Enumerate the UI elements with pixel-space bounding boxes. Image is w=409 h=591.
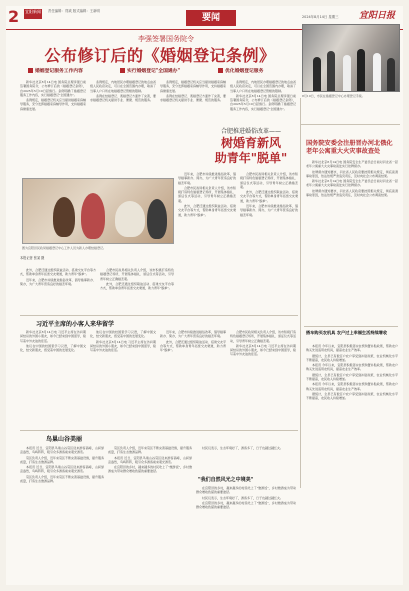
feature-col-3: 此外，合肥还通过组织联谊活动、搭建交友平台等方式，帮助单身青年拓宽交友渠道，助力青年"脱单"。 近年来，合肥市持续推进婚俗改革，倡导婚事新办、简办，为广大青年营造良好的婚恋环境。 — [20, 268, 96, 286]
feature-col-4: 合肥市民政局相关负责人介绍，该市积极打造特色婚姻登记场所，开展集体婚礼、颁证仪式等活动，引导青年树立正确婚恋观。 此外，合肥还通过组织联谊活动、搭建交友平台等方式，帮助单身青年拓宽交友渠道，助力青年"脱单"。 — [100, 268, 174, 291]
subhead-3: 优化婚姻登记服务 — [218, 67, 263, 74]
divider — [304, 326, 398, 327]
feature-kicker: 合肥推进婚俗改革—— — [220, 128, 281, 135]
top-right-photo-caption: 8月10日，市民在婚姻登记中心办理登记手续。 — [302, 94, 365, 98]
figure-silhouette — [343, 55, 351, 91]
mid-left-col-2: 他们在中国的校园里学习汉语，了解中国文化，结交新朋友，感受着中国的发展变化。 新华社北京8月14日电 习近平主席在访问期间结识的外国小朋友，如今已经来到中国留学，续写着中外友谊的佳话。 — [90, 330, 156, 353]
square-bullet-icon — [28, 68, 33, 73]
bottom-center-body: 在宜阳县的乡村，越来越多的村民吃上了"旅游饭"，乡村旅游成为带动群众增收致富的重要途径。 村民们表示，生态环境好了，游客多了，日子也越过越红火。 在宜阳县的乡村，越来越多的村民吃上了"旅游饭"，乡村旅游成为带动群众增收致富的重要途径。 — [196, 486, 296, 510]
square-bullet-icon — [120, 68, 125, 73]
person-silhouette — [147, 199, 167, 239]
right-story-body: 新华社北京8月14日电 国务院安全生产委员会日前对河北省一起老年公寓重大火灾事故查处实行挂牌督办。 挂牌督办通知要求，河北省人民政府要按照相关规定，彻底查清事故原因，依法依规严肃追究责任，及时向社会公布调查结果。 新华社北京8月14日电 国务院安全生产委员会日前对河北省一起老年公寓重大火灾事故查处实行挂牌督办。 挂牌督办通知要求，河北省人民政府要按照相关规定，彻底查清事故原因，依法依规严肃追究责任，及时向社会公布调查结果。 — [306, 160, 398, 198]
top-story-col-2: 条例规定，内地居民办理婚姻登记的地点由省级人民政府决定，可以在全国范围内办理，取消了当事人户口所在地婚姻登记管辖的限制。 条例在结婚登记、离婚登记方面作了完善，要求婚姻登记机关提供专业、便捷、规范的服务。 — [90, 80, 156, 103]
figure-silhouette — [357, 49, 365, 91]
feature-headline-line1: 树婚育新风 — [220, 136, 281, 150]
edit-line: 责任编辑：郑欢 版式编辑：王新明 — [48, 9, 100, 13]
figure-silhouette — [313, 57, 321, 91]
section-tag: 要闻 — [186, 10, 236, 26]
page-badge: 宜阳新闻 — [24, 9, 42, 19]
mid-left-col-1: 新华社北京8月14日电 习近平主席在访问期间结识的外国小朋友，如今已经来到中国留学，续写着中外友谊的佳话。 他们在中国的校园里学习汉语，了解中国文化，结交新朋友，感受着中国的发展变化。 — [20, 330, 86, 353]
bottom-center-top: 村民们表示，生态环境好了，游客多了，日子也越过越红火。 — [202, 446, 284, 450]
right-story-headline: 国务院安委会注册晋办河北俄化老年公寓重大火灾事故查处 — [306, 140, 393, 155]
brand-logo: 宜阳日报 — [359, 11, 396, 21]
feature-headline-line2: 助青年"脱单" — [214, 151, 288, 165]
feature-col-2: 合肥市民政局相关负责人介绍，该市积极打造特色婚姻登记场所，开展集体婚礼、颁证仪式等活动，引导青年树立正确婚恋观。 此外，合肥还通过组织联谊活动、搭建交友平台等方式，帮助单身青年拓宽交友渠道，助力青年"脱单"。 近年来，合肥市持续推进婚俗改革，倡导婚事新办、简办，为广大青年营造良好的婚恋环境。 — [240, 172, 298, 217]
top-story-subheads — [28, 67, 298, 76]
page-number: 2 — [8, 7, 20, 26]
top-story-kicker: 李强签署国务院令 — [138, 35, 194, 43]
date-line: 2024年8月14日 星期三 — [302, 15, 339, 19]
person-silhouette — [53, 197, 75, 237]
divider — [20, 430, 298, 431]
bottom-left-col-2: 景区负责人介绍，近年来景区不断完善基础设施，提升服务质量，打造生态旅游品牌。 本报讯 近日，宜阳县鸟巢山谷景区迎来游客高峰，山间绿意盎然，鸟鸣阵阵，吸引众多游客前来观光游览。 在宜阳县的乡村，越来越多的村民吃上了"旅游饭"，乡村旅游成为带动群众增收致富的重要途径。 — [108, 446, 192, 474]
column-divider — [300, 98, 301, 488]
top-story-col-3: 条例规定，婚姻登记机关应当提供婚姻家庭辅导服务，充分发挥婚姻家庭辅导作用，支持婚姻家庭健康发展。 条例在结婚登记、离婚登记方面作了完善，要求婚姻登记机关提供专业、便捷、规范的服务。 — [160, 80, 226, 103]
figure-silhouette — [387, 58, 395, 91]
author-line: 本报记者 张某 摄 — [20, 256, 45, 260]
mid-left-headline: 习近平主席的小客人来华留学 — [36, 321, 115, 328]
top-story-col-4: 条例规定，内地居民办理婚姻登记的地点由省级人民政府决定，可以在全国范围内办理，取消了当事人户口所在地婚姻登记管辖的限制。 新华社北京8月14日电 国务院总理李强日前签署国务院令，公布修订后的《婚姻登记条例》，自2025年5月10日起施行。条例明确了婚姻登记服务工作内容，实行婚姻登记"全国通办"。 — [230, 80, 296, 111]
mid-left-col-3: 近年来，合肥市持续推进婚俗改革，倡导婚事新办、简办，为广大青年营造良好的婚恋环境。 此外，合肥还通过组织联谊活动、搭建交友平台等方式，帮助单身青年拓宽交友渠道，助力青年"脱单"。 — [160, 330, 226, 353]
bottom-right-headline: 搭车购买农机具 农户过上幸福生活持续增收 — [306, 330, 388, 335]
divider — [20, 315, 298, 316]
mid-left-col-4: 合肥市民政局相关负责人介绍，该市积极打造特色婚姻登记场所，开展集体婚礼、颁证仪式等活动，引导青年树立正确婚恋观。 新华社北京8月14日电 习近平主席在访问期间结识的外国小朋友，如今已经来到中国留学，续写着中外友谊的佳话。 — [230, 330, 296, 357]
top-story-headline: 公布修订后的《婚姻登记条例》 — [44, 46, 276, 65]
subhead-1: 婚姻登记服务工作内容 — [28, 67, 83, 74]
bottom-left-col-1: 本报讯 近日，宜阳县鸟巢山谷景区迎来游客高峰，山间绿意盎然，鸟鸣阵阵，吸引众多游客前来观光游览。 景区负责人介绍，近年来景区不断完善基础设施，提升服务质量，打造生态旅游品牌。 本报讯 近日，宜阳县鸟巢山谷景区迎来游客高峰，山间绿意盎然，鸟鸣阵阵，吸引众多游客前来观光游览。 景区负责人介绍，近年来景区不断完善基础设施，提升服务质量，打造生态旅游品牌。 — [20, 446, 104, 484]
newspaper-page — [6, 6, 403, 585]
feature-col-1: 近年来，合肥市持续推进婚俗改革，倡导婚事新办、简办，为广大青年营造良好的婚恋环境。 合肥市民政局相关负责人介绍，该市积极打造特色婚姻登记场所，开展集体婚礼、颁证仪式等活动，引导青年树立正确婚恋观。 此外，合肥还通过组织联谊活动、搭建交友平台等方式，帮助单身青年拓宽交友渠道，助力青年"脱单"。 — [178, 172, 236, 217]
square-bullet-icon — [218, 68, 223, 73]
main-photo — [22, 178, 174, 244]
person-silhouette — [115, 201, 145, 237]
subhead-2: 实行婚姻登记"全国通办" — [120, 67, 180, 74]
divider — [300, 124, 400, 125]
bottom-left-headline: 鸟巢山谷美丽 — [46, 436, 83, 443]
top-right-photo — [302, 24, 400, 92]
main-photo-caption: 图为宜阳县民政局婚姻登记中心工作人员为新人办理结婚登记。 — [22, 246, 107, 250]
person-silhouette — [81, 193, 105, 239]
bottom-right-body: 本报讯 今年以来，宜阳县积极落实农机购置补贴政策，帮助农户购买先进适用农机具，提高农业生产效率。 据统计，全县已有数百户农户享受到补贴政策，农业机械化水平不断提高，农民收入持续增加。 本报讯 今年以来，宜阳县积极落实农机购置补贴政策，帮助农户购买先进适用农机具，提高农业生产效率。 据统计，全县已有数百户农户享受到补贴政策，农业机械化水平不断提高，农民收入持续增加。 本报讯 今年以来，宜阳县积极落实农机购置补贴政策，帮助农户购买先进适用农机具，提高农业生产效率。 据统计，全县已有数百户农户享受到补贴政策，农业机械化水平不断提高，农民收入持续增加。 — [306, 344, 398, 401]
top-story-col-1: 新华社北京8月14日电 国务院总理李强日前签署国务院令，公布修订后的《婚姻登记条例》，自2025年5月10日起施行。条例明确了婚姻登记服务工作内容，实行婚姻登记"全国通办"。 条例规定，婚姻登记机关应当提供婚姻家庭辅导服务，充分发挥婚姻家庭辅导作用，支持婚姻家庭健康发展。 — [20, 80, 86, 111]
bottom-center-headline: "我们自然风光之中境美" — [198, 477, 254, 483]
figure-silhouette — [327, 51, 335, 91]
figure-silhouette — [373, 53, 381, 91]
feature-headline — [208, 136, 294, 166]
